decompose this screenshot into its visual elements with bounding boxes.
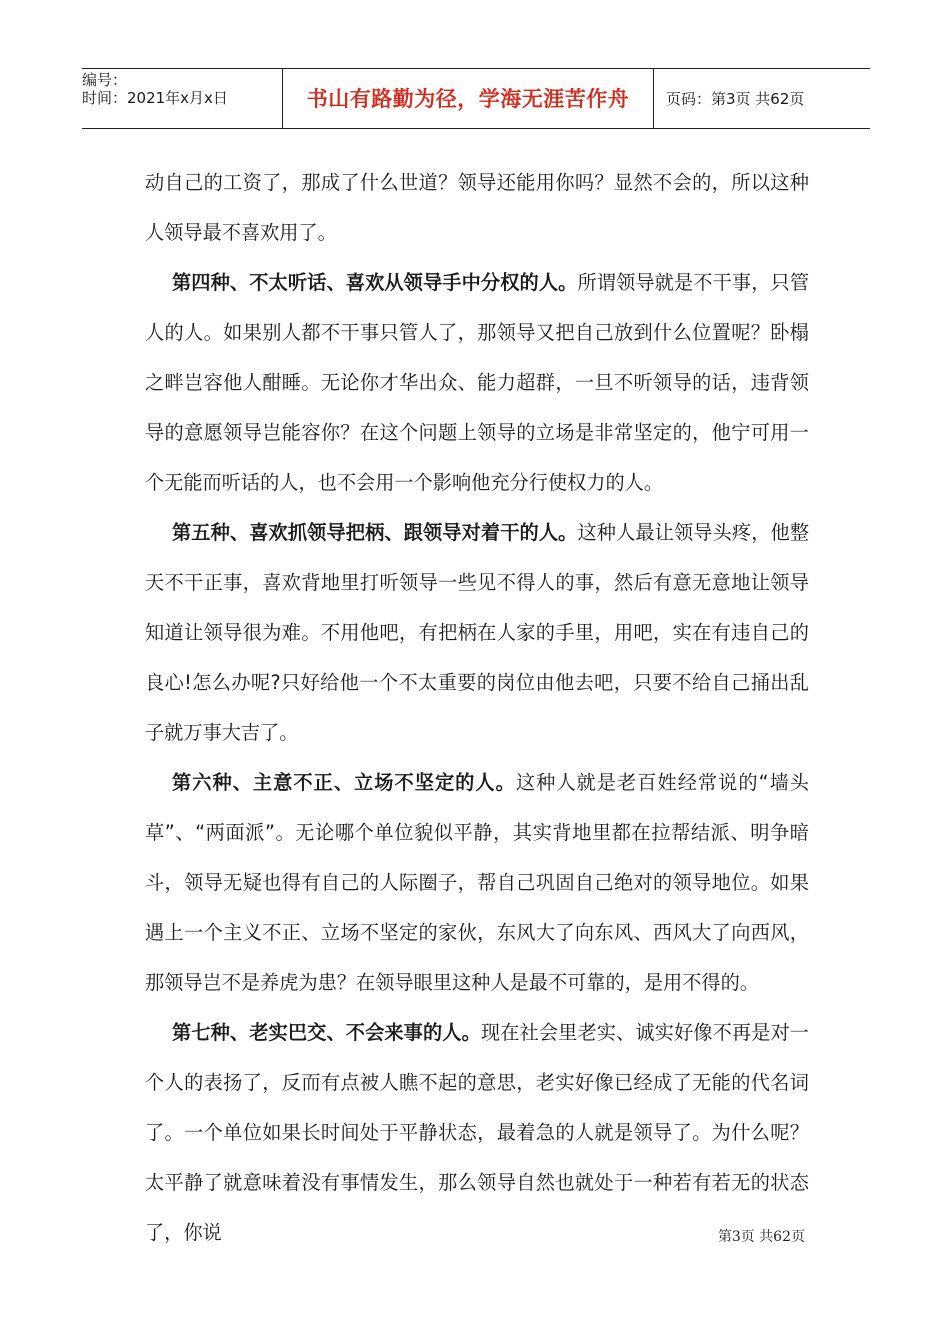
document-number-label: 编号： [82,71,128,89]
page-header [82,68,870,129]
paragraph-text: 所谓领导就是不干事，只管人的人。如果别人都不干事只管人了，那领导又把自己放到什么位置呢？卧榻之畔岂容他人酣睡。无论你才华出众、能力超群，一旦不听领导的话，违背领导的意愿领导岂能容你？在这个问题上领导的立场是非常坚定的，他宁可用一个无能而听话的人，也不会用一个影响他充分行使权力的人。 [145,271,810,494]
paragraph-text: 现在社会里老实、诚实好像不再是对一个人的表扬了，反而有点被人瞧不起的意思，老实好像已经成了无能的代名词了。一个单位如果长时间处于平静状态，最着急的人就是领导了。为什么呢？太平静了就意味着没有事情发生，那么领导自然也就处于一种若有若无的状态了，你说 [145,1021,809,1244]
header-page-info: 页码：第3页 共62页 [666,90,805,108]
header-meta [82,69,282,128]
document-body [145,158,809,1258]
paragraph-heading: 第七种、老实巴交、不会来事的人。 [172,1021,481,1044]
paragraph-type-5 [145,508,809,758]
paragraph-heading: 第五种、喜欢抓领导把柄、跟领导对着干的人。 [172,521,578,544]
header-motto: 书山有路勤为径，学海无涯苦作舟 [282,69,654,128]
paragraph-continuation [145,158,809,258]
paragraph-text: 动自己的工资了，那成了什么世道？领导还能用你吗？显然不会的，所以这种人领导最不喜欢用了。 [145,171,809,244]
paragraph-heading: 第四种、不太听话、喜欢从领导手中分权的人。 [172,271,578,294]
document-date: 时间：2021年x月x日 [82,89,228,107]
page-footer: 第3页 共62页 [717,1229,805,1245]
paragraph-heading: 第六种、主意不正、立场不坚定的人。 [172,771,516,794]
paragraph-type-7 [145,1008,809,1258]
paragraph-text: 这种人就是老百姓经常说的“墙头草”、“两面派”。无论哪个单位貌似平静，其实背地里都在拉帮结派、明争暗斗，领导无疑也得有自己的人际圈子，帮自己巩固自己绝对的领导地位。如果遇上一个主义不正、立场不坚定的家伙，东风大了向东风、西风大了向西风，那领导岂不是养虎为患？在领导眼里这种人是最不可靠的，是用不得的。 [145,771,809,994]
paragraph-text: 这种人最让领导头疼，他整天不干正事，喜欢背地里打听领导一些见不得人的事，然后有意无意地让领导知道让领导很为难。不用他吧，有把柄在人家的手里，用吧，实在有违自己的良心!怎么办呢?只好给他一个不太重要的岗位由他去吧，只要不给自己捅出乱子就万事大吉了。 [145,521,810,744]
paragraph-type-4 [145,258,809,508]
paragraph-type-6 [145,758,809,1008]
